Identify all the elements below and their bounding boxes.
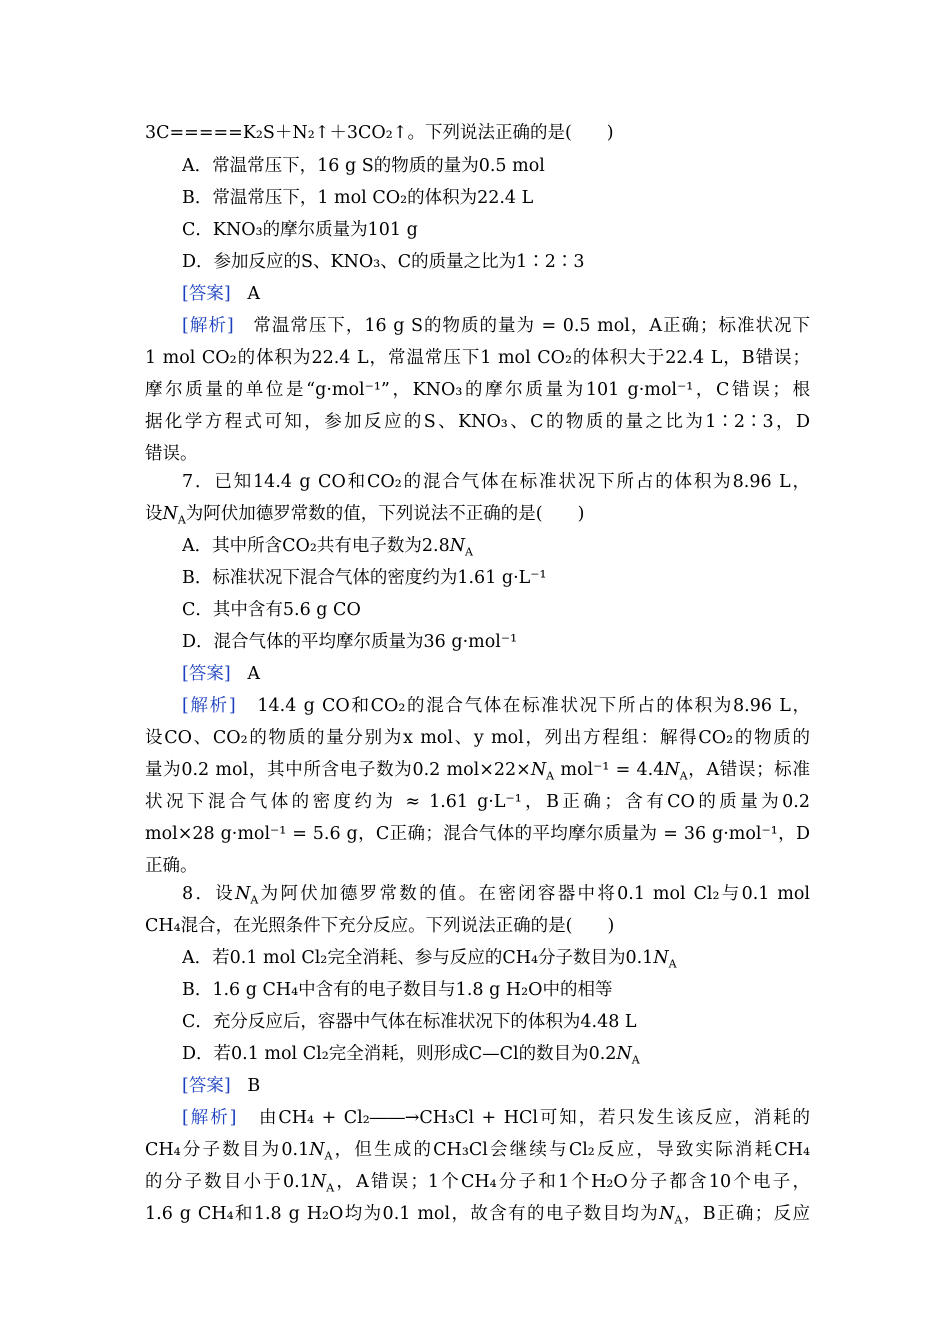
q7-answer	[182, 658, 810, 690]
q6-answer	[182, 278, 810, 310]
q6-stem-tail-text: 3C=====K₂S＋N₂↑＋3CO₂↑。下列说法正确的是( )	[145, 123, 614, 143]
q7-option-d: D．混合气体的平均摩尔质量为36 g·mol⁻¹	[182, 632, 518, 652]
q7-option-a: A．其中所含CO₂共有电子数为$2.8N_A$	[182, 536, 473, 559]
q6-option-b: B．常温常压下，1 mol CO₂的体积为22.4 L	[182, 188, 534, 208]
q7-stem-line-2: 设$N_A$为阿伏加德罗常数的值，下列说法不正确的是( )	[145, 504, 585, 527]
q8-analysis-line-1: [解析] 由CH₄ + Cl₂――→CH₃Cl + HCl可知，若只发生该反应，消耗的	[182, 1108, 810, 1128]
q8-stem-line-1: 8．设$N_A$为阿伏加德罗常数的值。在密闭容器中将0.1 mol Cl₂与0.1 mol	[182, 884, 810, 907]
q7-answer-value: A	[247, 664, 260, 684]
q8-answer-value: B	[247, 1076, 261, 1096]
q7-option-c: C．其中含有5.6 g CO	[182, 600, 361, 620]
q6-analysis-line-3: 摩尔质量的单位是“g·mol⁻¹”，KNO₃的摩尔质量为101 g·mol⁻¹，C错误；根	[145, 380, 810, 400]
q6-answer-tag: [答案]	[182, 284, 231, 304]
q8-analysis-line-3: 的分子数目小于$0.1N_A$，A错误；1个CH₄分子和1个H₂O分子都含10个电子，	[145, 1172, 810, 1195]
q7-stem-line-1: 7．已知14.4 g CO和CO₂的混合气体在标准状况下所占的体积为8.96 L，	[182, 472, 810, 492]
q8-stem-line-2: CH₄混合，在光照条件下充分反应。下列说法正确的是( )	[145, 916, 615, 936]
q8-option-a: A．若0.1 mol Cl₂完全消耗、参与反应的CH₄分子数目为$0.1N_A$	[182, 948, 677, 971]
q6-analysis-tag: [解析]	[182, 316, 234, 336]
q8-answer-tag: [答案]	[182, 1076, 231, 1096]
q8-analysis-line-4: 1.6 g CH₄和1.8 g H₂O均为0.1 mol，故含有的电子数目均为$N_A$，B正确；反应	[145, 1204, 810, 1227]
q7-analysis-line-1: [解析] 14.4 g CO和CO₂的混合气体在标准状况下所占的体积为8.96 L，	[182, 696, 810, 716]
q6-analysis-line-1: [解析] 常温常压下，16 g S的物质的量为 = 0.5 mol，A正确；标准状况下	[182, 316, 810, 336]
q7-analysis-tag: [解析]	[182, 696, 236, 716]
q7-option-b: B．标准状况下混合气体的密度约为1.61 g·L⁻¹	[182, 568, 547, 588]
q6-analysis-line-2: 1 mol CO₂的体积为22.4 L，常温常压下1 mol CO₂的体积大于22.4 L，B错误；	[145, 348, 810, 368]
q7-analysis-line-3: 量为0.2 mol，其中所含电子数为0.2 $mol\times 22\times N_A$ $mol^{-1} = 4.4N_A$，A错误；标准	[145, 760, 810, 783]
q8-analysis-line-2: CH₄分子数目为$0.1N_A$，但生成的CH₃Cl会继续与Cl₂反应，导致实际消耗CH₄	[145, 1140, 810, 1163]
q6-analysis-line-4: 据化学方程式可知，参加反应的S、KNO₃、C的物质的量之比为1∶2∶3，D	[145, 412, 810, 432]
q7-analysis-line-5: mol×28 g·mol⁻¹ = 5.6 g，C正确；混合气体的平均摩尔质量为 = 36 g·mol⁻¹，D	[145, 824, 810, 844]
q7-analysis-line-2: 设CO、CO₂的物质的量分别为x mol、y mol，列出方程组：解得CO₂的物质的	[145, 728, 810, 748]
q8-option-b: B．1.6 g CH₄中含有的电子数目与1.8 g H₂O中的相等	[182, 980, 613, 1000]
q8-option-c: C．充分反应后，容器中气体在标准状况下的体积为4.48 L	[182, 1012, 637, 1032]
q8-option-d: D．若0.1 mol Cl₂完全消耗，则形成C—Cl的数目为$0.2N_A$	[182, 1044, 640, 1067]
q6-option-a: A．常温常压下，16 g S的物质的量为0.5 mol	[182, 156, 545, 176]
q8-analysis-tag: [解析]	[182, 1108, 237, 1128]
q7-answer-tag: [答案]	[182, 664, 231, 684]
q6-option-d: D．参加反应的S、KNO₃、C的质量之比为1∶2∶3	[182, 252, 585, 272]
q6-analysis-line-5: 错误。	[145, 444, 198, 464]
q8-answer	[182, 1070, 810, 1102]
q6-answer-value: A	[247, 284, 260, 304]
q7-analysis-line-6: 正确。	[145, 856, 198, 876]
q6-stem-tail	[145, 117, 810, 149]
q7-analysis-line-4: 状况下混合气体的密度约为 ≈ 1.61 g·L⁻¹，B正确；含有CO的质量为0.2	[145, 792, 810, 812]
q6-option-c: C．KNO₃的摩尔质量为101 g	[182, 220, 418, 240]
